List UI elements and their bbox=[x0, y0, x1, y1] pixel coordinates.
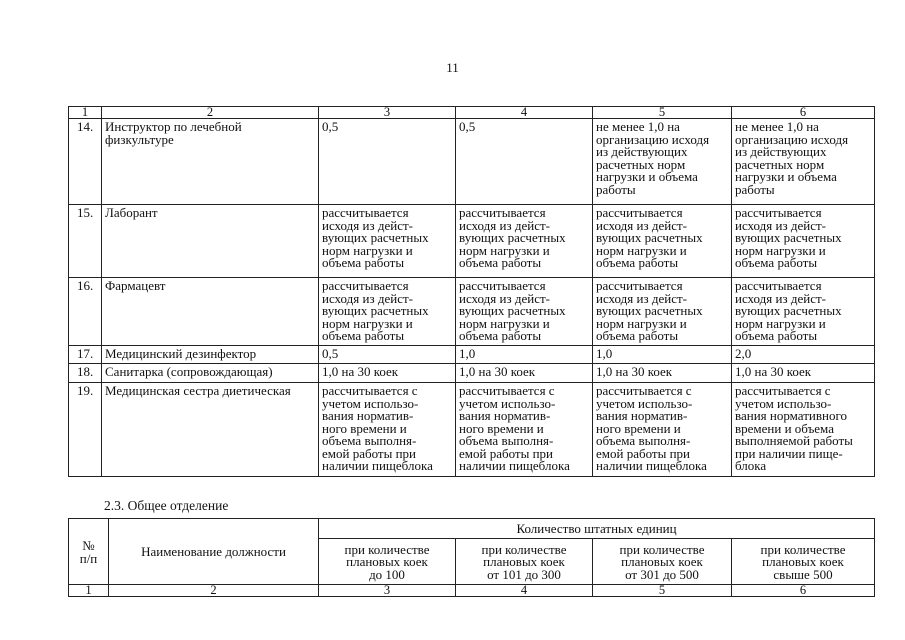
staff-value: 2,0 bbox=[732, 346, 875, 364]
table-row bbox=[69, 364, 875, 383]
row-number: 14. bbox=[69, 119, 102, 205]
header-cell: 4 bbox=[456, 107, 593, 119]
col-header-position: Наименование должности bbox=[109, 519, 319, 585]
table-row bbox=[69, 205, 875, 278]
general-department-table bbox=[68, 518, 875, 597]
staff-value: рассчитывается с учетом использо- вания норматив- ного времени и объема выполня- емой работы при наличии пищеблока bbox=[456, 383, 593, 477]
staff-value: 1,0 на 30 коек bbox=[593, 364, 732, 383]
table-row bbox=[69, 346, 875, 364]
staff-value: рассчитывается с учетом использо- вания нормативного времени и объема выполняемой работы при наличии пище- блока bbox=[732, 383, 875, 477]
staff-value: рассчитывается исходя из дейст- вующих расчетных норм нагрузки и объема работы bbox=[319, 205, 456, 278]
staff-value: рассчитывается исходя из дейст- вующих расчетных норм нагрузки и объема работы bbox=[319, 278, 456, 346]
index-cell: 5 bbox=[593, 585, 732, 597]
table-row bbox=[69, 383, 875, 477]
index-cell: 4 bbox=[456, 585, 593, 597]
section-title: 2.3. Общее отделение bbox=[104, 498, 229, 513]
staff-value: 0,5 bbox=[319, 119, 456, 205]
subheader-beds-range: при количестве плановых коек от 101 до 300 bbox=[456, 539, 593, 585]
header-cell: 6 bbox=[732, 107, 875, 119]
staff-value: 0,5 bbox=[456, 119, 593, 205]
header-cell: 1 bbox=[69, 107, 102, 119]
header-cell: 5 bbox=[593, 107, 732, 119]
staff-value: рассчитывается исходя из дейст- вующих расчетных норм нагрузки и объема работы bbox=[456, 278, 593, 346]
staff-value: 1,0 bbox=[593, 346, 732, 364]
subheader-beds-range: при количестве плановых коек свыше 500 bbox=[732, 539, 875, 585]
staff-value: 1,0 на 30 коек bbox=[319, 364, 456, 383]
staff-value: рассчитывается с учетом использо- вания норматив- ного времени и объема выполня- емой работы при наличии пищеблока bbox=[593, 383, 732, 477]
table-row bbox=[69, 278, 875, 346]
staff-value: рассчитывается исходя из дейст- вующих расчетных норм нагрузки и объема работы bbox=[593, 205, 732, 278]
row-number: 15. bbox=[69, 205, 102, 278]
page-number: 11 bbox=[446, 60, 459, 75]
header-cell: 3 bbox=[319, 107, 456, 119]
position-name: Медицинская сестра диетическая bbox=[102, 383, 319, 477]
position-name: Фармацевт bbox=[102, 278, 319, 346]
staff-value: не менее 1,0 на организацию исходя из действующих расчетных норм нагрузки и объема работы bbox=[732, 119, 875, 205]
staff-value: не менее 1,0 на организацию исходя из действующих расчетных норм нагрузки и объема работы bbox=[593, 119, 732, 205]
col-header-number: № п/п bbox=[69, 519, 109, 585]
table-header-row bbox=[69, 107, 875, 119]
staff-value: рассчитывается исходя из дейст- вующих расчетных норм нагрузки и объема работы bbox=[593, 278, 732, 346]
row-number: 17. bbox=[69, 346, 102, 364]
position-name: Санитарка (сопровождающая) bbox=[102, 364, 319, 383]
staff-value: рассчитывается исходя из дейст- вующих расчетных норм нагрузки и объема работы bbox=[732, 278, 875, 346]
index-cell: 1 bbox=[69, 585, 109, 597]
subheader-beds-range: при количестве плановых коек от 301 до 500 bbox=[593, 539, 732, 585]
position-name: Медицинский дезинфектор bbox=[102, 346, 319, 364]
staff-value: 1,0 на 30 коек bbox=[732, 364, 875, 383]
staff-value: рассчитывается исходя из дейст- вующих расчетных норм нагрузки и объема работы bbox=[732, 205, 875, 278]
row-number: 18. bbox=[69, 364, 102, 383]
position-name: Инструктор по лечебной физкультуре bbox=[102, 119, 319, 205]
staff-value: рассчитывается исходя из дейст- вующих расчетных норм нагрузки и объема работы bbox=[456, 205, 593, 278]
staff-value: рассчитывается с учетом использо- вания норматив- ного времени и объема выполня- емой работы при наличии пищеблока bbox=[319, 383, 456, 477]
staffing-table-continued bbox=[68, 106, 875, 477]
index-cell: 3 bbox=[319, 585, 456, 597]
staff-value: 1,0 bbox=[456, 346, 593, 364]
index-cell: 6 bbox=[732, 585, 875, 597]
row-number: 19. bbox=[69, 383, 102, 477]
position-name: Лаборант bbox=[102, 205, 319, 278]
column-index-row bbox=[69, 585, 875, 597]
subheader-beds-range: при количестве плановых коек до 100 bbox=[319, 539, 456, 585]
table-row bbox=[69, 119, 875, 205]
staff-value: 1,0 на 30 коек bbox=[456, 364, 593, 383]
index-cell: 2 bbox=[109, 585, 319, 597]
header-cell: 2 bbox=[102, 107, 319, 119]
staff-value: 0,5 bbox=[319, 346, 456, 364]
row-number: 16. bbox=[69, 278, 102, 346]
table-header-row bbox=[69, 519, 875, 539]
col-header-staff-count: Количество штатных единиц bbox=[319, 519, 875, 539]
